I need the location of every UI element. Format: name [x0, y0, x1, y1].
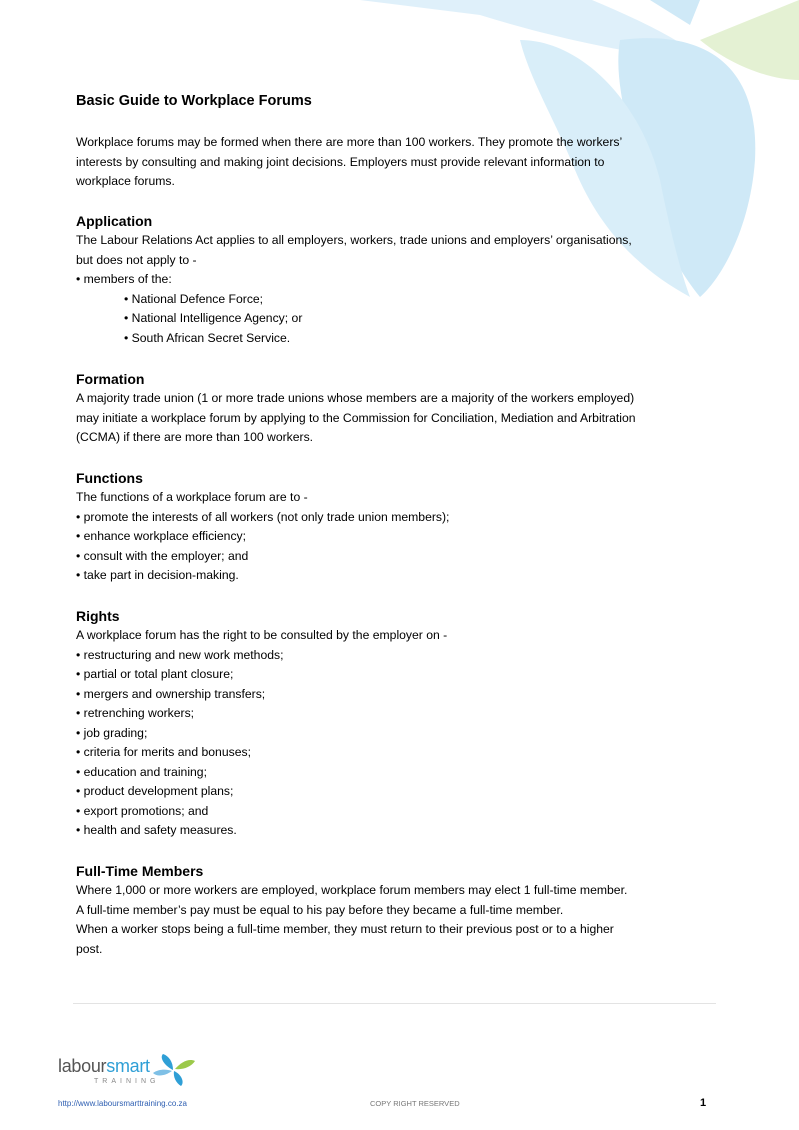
bullet-item: • job grading; — [76, 725, 148, 740]
bullet-item: • partial or total plant closure; — [76, 667, 234, 681]
sub-bullet-item: • National Defence Force; — [124, 291, 264, 306]
deco-blue-small — [650, 0, 700, 25]
bullet-item: • export promotions; and — [76, 803, 209, 818]
logo-word-labour: labour — [58, 1056, 107, 1076]
section-rights — [76, 606, 726, 841]
section-line: A workplace forum has the right to be consulted by the employer on - — [76, 628, 448, 642]
bullet-item: • members of the: — [76, 272, 172, 286]
sub-bullet-item: • National Intelligence Agency; or — [124, 311, 303, 325]
section-line: A majority trade union (1 or more trade unions whose members are a majority of the workers employed) — [76, 391, 635, 405]
logo-pinwheel-icon — [151, 1052, 197, 1088]
bullet-item: • promote the interests of all workers (not only trade union members); — [76, 509, 450, 524]
section-functions — [76, 468, 726, 586]
section-line: The Labour Relations Act applies to all employers, workers, trade unions and employers’ organisations, — [76, 233, 632, 247]
section-heading: Functions — [76, 470, 143, 486]
logo-subtitle: TRAINING — [94, 1078, 160, 1085]
logo-word-smart: smart — [106, 1056, 150, 1076]
bullet-item: • retrenching workers; — [76, 706, 195, 720]
bullet-item: • product development plans; — [76, 784, 234, 798]
section-line: The functions of a workplace forum are to - — [76, 490, 308, 504]
document-title: Basic Guide to Workplace Forums — [76, 93, 312, 109]
bullet-item: • mergers and ownership transfers; — [76, 686, 266, 701]
intro-line: interests by consulting and making joint decisions. Employers must provide relevant information to — [76, 154, 605, 169]
section-line: When a worker stops being a full-time member, they must return to their previous post or to a higher — [76, 922, 614, 936]
footer-website-link[interactable]: http://www.laboursmarttraining.co.za — [58, 1099, 187, 1108]
section-heading: Application — [76, 213, 153, 229]
bullet-item: • enhance workplace efficiency; — [76, 529, 247, 543]
intro-line: workplace forums. — [76, 174, 175, 188]
bullet-item: • restructuring and new work methods; — [76, 647, 284, 662]
footer-divider — [73, 1003, 716, 1004]
bullet-item: • criteria for merits and bonuses; — [76, 745, 251, 759]
section-formation — [76, 369, 726, 448]
section-fulltime-members — [76, 861, 726, 959]
intro-paragraph — [76, 133, 716, 192]
section-line: (CCMA) if there are more than 100 workers. — [76, 430, 314, 444]
page-number: 1 — [700, 1097, 707, 1109]
section-line: post. — [76, 941, 103, 956]
bullet-item: • education and training; — [76, 764, 207, 779]
section-heading: Full-Time Members — [76, 863, 204, 879]
footer-copyright: COPY RIGHT RESERVED — [370, 1099, 460, 1108]
section-heading: Formation — [76, 371, 145, 387]
logo-wordmark — [58, 1056, 150, 1077]
section-line: Where 1,000 or more workers are employed, workplace forum members may elect 1 full-time member. — [76, 883, 628, 897]
bullet-item: • consult with the employer; and — [76, 548, 249, 563]
section-line: may initiate a workplace forum by applying to the Commission for Conciliation, Mediation and Arbitration — [76, 410, 636, 425]
sub-bullet-item: • South African Secret Service. — [124, 330, 291, 345]
section-application — [76, 211, 726, 348]
section-line: but does not apply to - — [76, 252, 197, 267]
section-heading: Rights — [76, 608, 120, 624]
bullet-item: • take part in decision-making. — [76, 568, 239, 582]
bullet-item: • health and safety measures. — [76, 823, 237, 837]
section-line: A full-time member’s pay must be equal to his pay before they became a full-time member. — [76, 902, 564, 917]
intro-line: Workplace forums may be formed when there are more than 100 workers. They promote the workers’ — [76, 135, 623, 149]
